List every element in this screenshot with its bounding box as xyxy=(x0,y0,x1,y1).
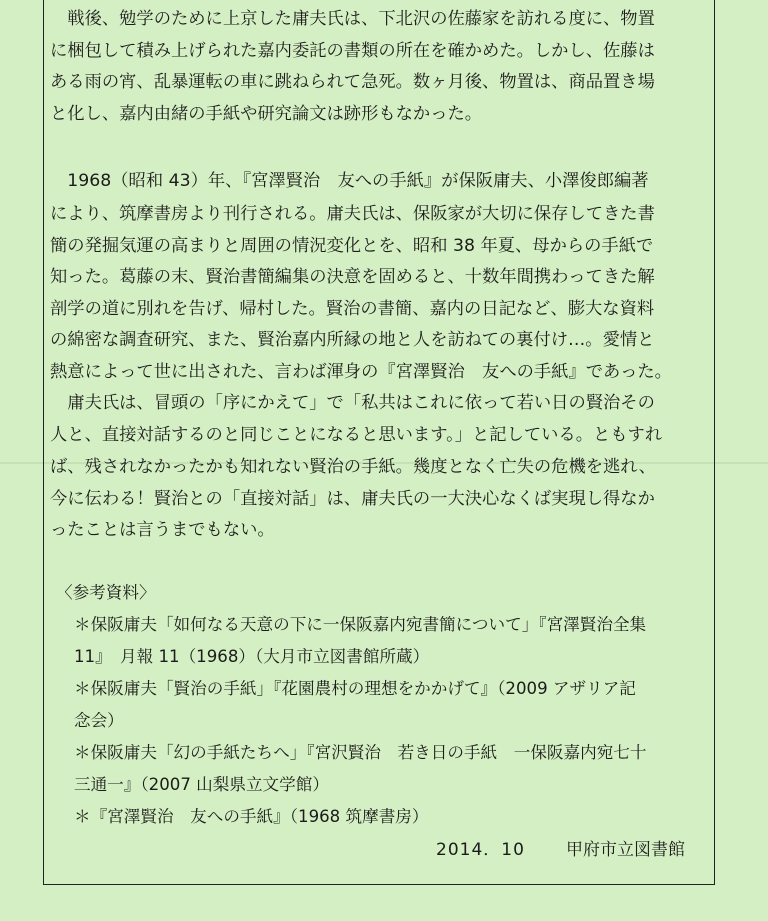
reference-item: ＊保阪庸夫「幻の手紙たちへ」『宮沢賢治 若き日の手紙 一保阪嘉内宛七十 xyxy=(74,743,647,762)
reference-item: ＊『宮澤賢治 友への手紙』（1968 筑摩書房） xyxy=(74,807,429,826)
paragraph2-line: の綿密な調査研究、また、賢治嘉内所縁の地と人を訪ねての裏付け…。愛情と xyxy=(50,330,655,350)
paragraph2-line: ったことは言うまでもない。 xyxy=(50,520,275,540)
paragraph2-line: 人と、直接対話するのと同じことになると思います。」と記している。ともすれ xyxy=(50,425,663,445)
paragraph2-line: 剖学の道に別れを告げ、帰村した。賢治の書簡、嘉内の日記など、膨大な資料 xyxy=(50,299,655,319)
paragraph2-line: 熱意によって世に出された、言わば渾身の『宮澤賢治 友への手紙』であった。 xyxy=(50,362,672,382)
publisher-library: 甲府市立図書館 xyxy=(566,840,685,860)
reference-item-continuation: 念会） xyxy=(74,711,124,730)
reference-item: ＊保阪庸夫「賢治の手紙」『花園農村の理想をかかげて』（2009 アザリア記 xyxy=(74,679,636,698)
paragraph1-line: に梱包して積み上げられた嘉内委託の書類の所在を確かめた。しかし、佐藤は xyxy=(50,41,655,61)
paragraph2-line: 簡の発掘気運の高まりと周囲の情況変化とを、昭和 38 年夏、母からの手紙で xyxy=(50,236,654,256)
paragraph2-line: 庸夫氏は、冒頭の「序にかえて」で「私共はこれに依って若い日の賢治その xyxy=(50,393,655,413)
paragraph2-line: ば、残されなかったかも知れない賢治の手紙。幾度となく亡失の危機を逃れ、 xyxy=(50,457,656,477)
paragraph2-line: 知った。葛藤の末、賢治書簡編集の決意を固めると、十数年間携わってきた解 xyxy=(50,267,655,287)
paragraph1-line: と化し、嘉内由緒の手紙や研究論文は跡形もなかった。 xyxy=(50,104,483,124)
publication-date: 2014．10 xyxy=(436,840,525,860)
paragraph2-line: により、筑摩書房より刊行される。庸夫氏は、保阪家が大切に保存してきた書 xyxy=(50,204,655,224)
paragraph1-line: 戦後、勉学のために上京した庸夫氏は、下北沢の佐藤家を訪れる度に、物置 xyxy=(50,9,655,29)
paragraph1-line: ある雨の宵、乱暴運転の車に跳ねられて急死。数ヶ月後、物置は、商品置き場 xyxy=(50,72,655,92)
reference-item-continuation: 11』 月報 11（1968）（大月市立図書館所蔵） xyxy=(74,647,430,666)
reference-item-continuation: 三通一』（2007 山梨県立文学館） xyxy=(74,775,329,794)
reference-item: ＊保阪庸夫「如何なる天意の下に一保阪嘉内宛書簡について」『宮澤賢治全集 xyxy=(74,615,647,634)
references-heading: 〈参考資料〉 xyxy=(56,583,156,602)
paragraph2-line: 今に伝わる！賢治との「直接対話」は、庸夫氏の一大決心なくば実現し得なか xyxy=(50,489,655,509)
paragraph2-line: 1968（昭和 43）年、『宮澤賢治 友への手紙』が保阪庸夫、小澤俊郎編著 xyxy=(50,171,649,191)
